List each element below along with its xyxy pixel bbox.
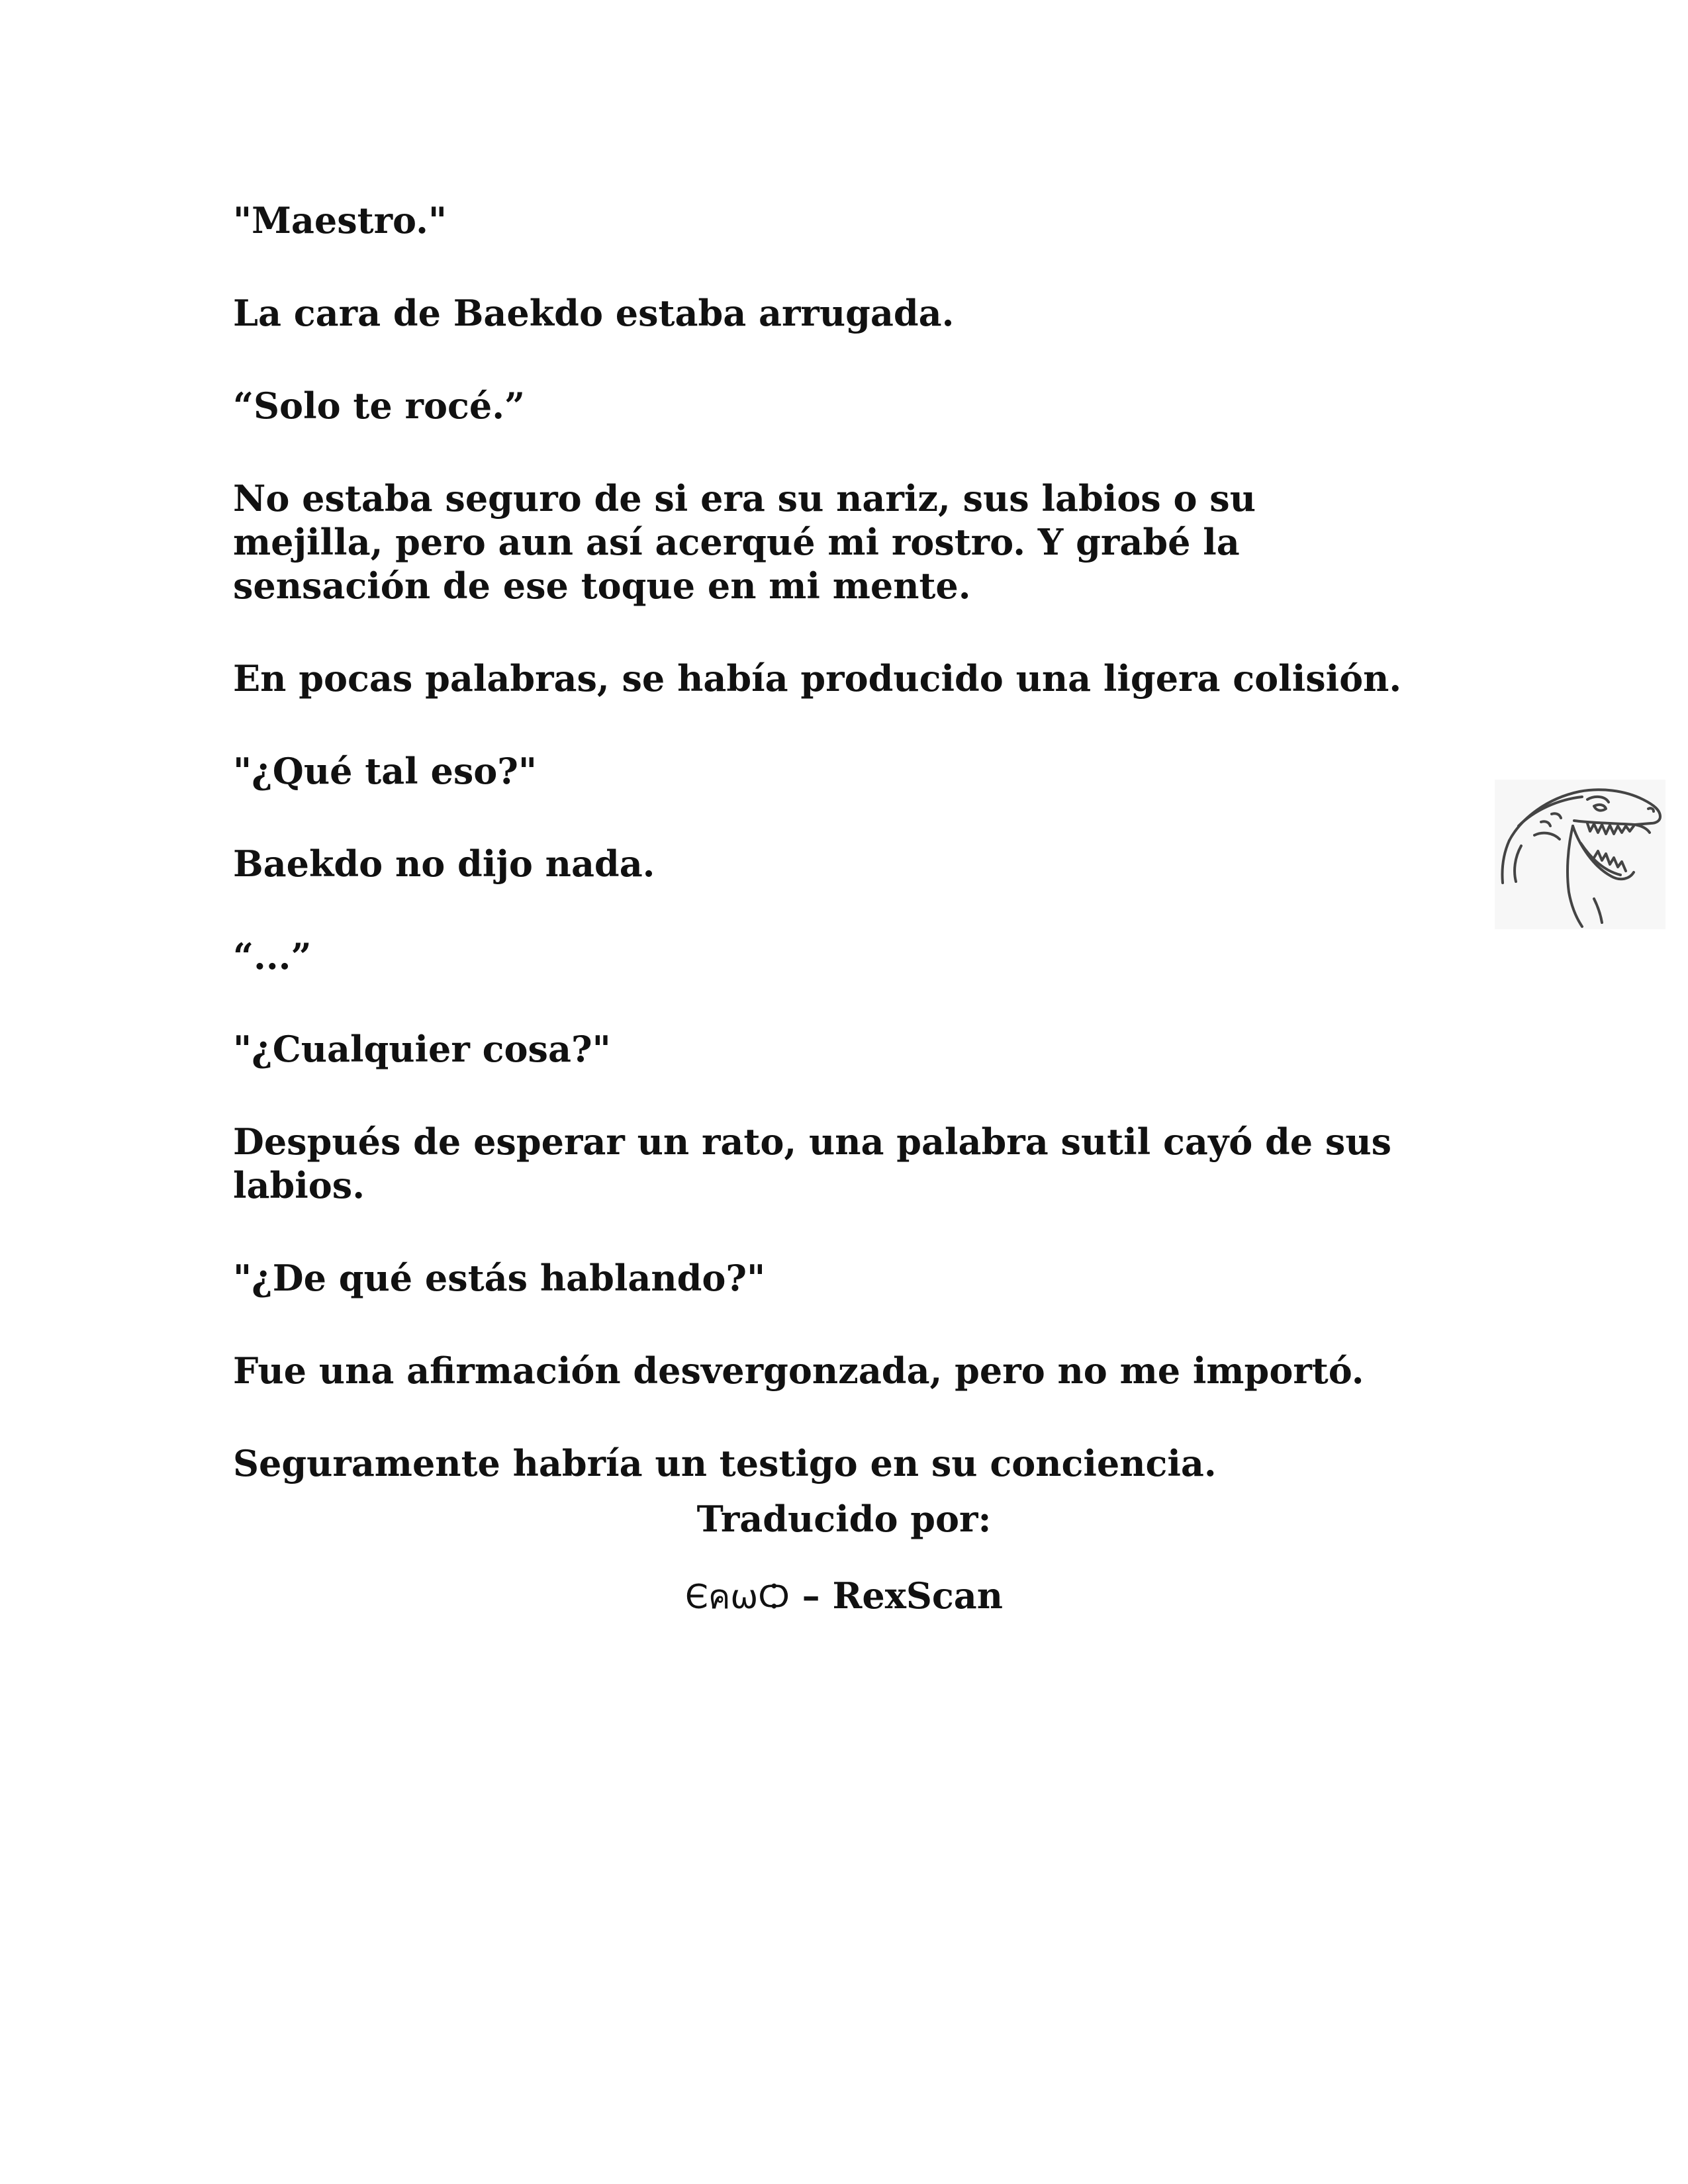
- paragraph: "¿Qué tal eso?": [233, 750, 538, 792]
- paragraph: “...”: [233, 935, 312, 978]
- paragraph: "¿De qué estás hablando?": [233, 1257, 766, 1299]
- story-text: [233, 199, 1491, 1485]
- paragraph: En pocas palabras, se había producido una ligera colisión.: [233, 657, 1402, 700]
- paragraph: Seguramente habría un testigo en su conciencia.: [233, 1442, 1217, 1484]
- credits-label: Traducido por:: [696, 1498, 992, 1540]
- credits-separator: –: [789, 1574, 833, 1617]
- paragraph: "¿Cualquier cosa?": [233, 1028, 611, 1070]
- dinosaur-head-icon: [1495, 780, 1665, 929]
- paragraph: No estaba seguro de si era su nariz, sus labios o su mejilla, pero aun así acerqué mi rostro. Y grabé la sensación de ese toque en mi mente.: [233, 477, 1256, 607]
- group-name: RexScan: [832, 1574, 1004, 1617]
- paragraph: La cara de Baekdo estaba arrugada.: [233, 292, 955, 334]
- paragraph: Fue una afirmación desvergonzada, pero no me importó.: [233, 1349, 1364, 1392]
- paragraph: Baekdo no dijo nada.: [233, 842, 655, 885]
- credits-line: [0, 1574, 1688, 1619]
- paragraph: "Maestro.": [233, 199, 447, 242]
- translator-name: ЄคѡѺ: [684, 1578, 790, 1616]
- paragraph: “Solo te rocé.”: [233, 385, 526, 427]
- paragraph: Después de esperar un rato, una palabra sutil cayó de sus labios.: [233, 1120, 1391, 1206]
